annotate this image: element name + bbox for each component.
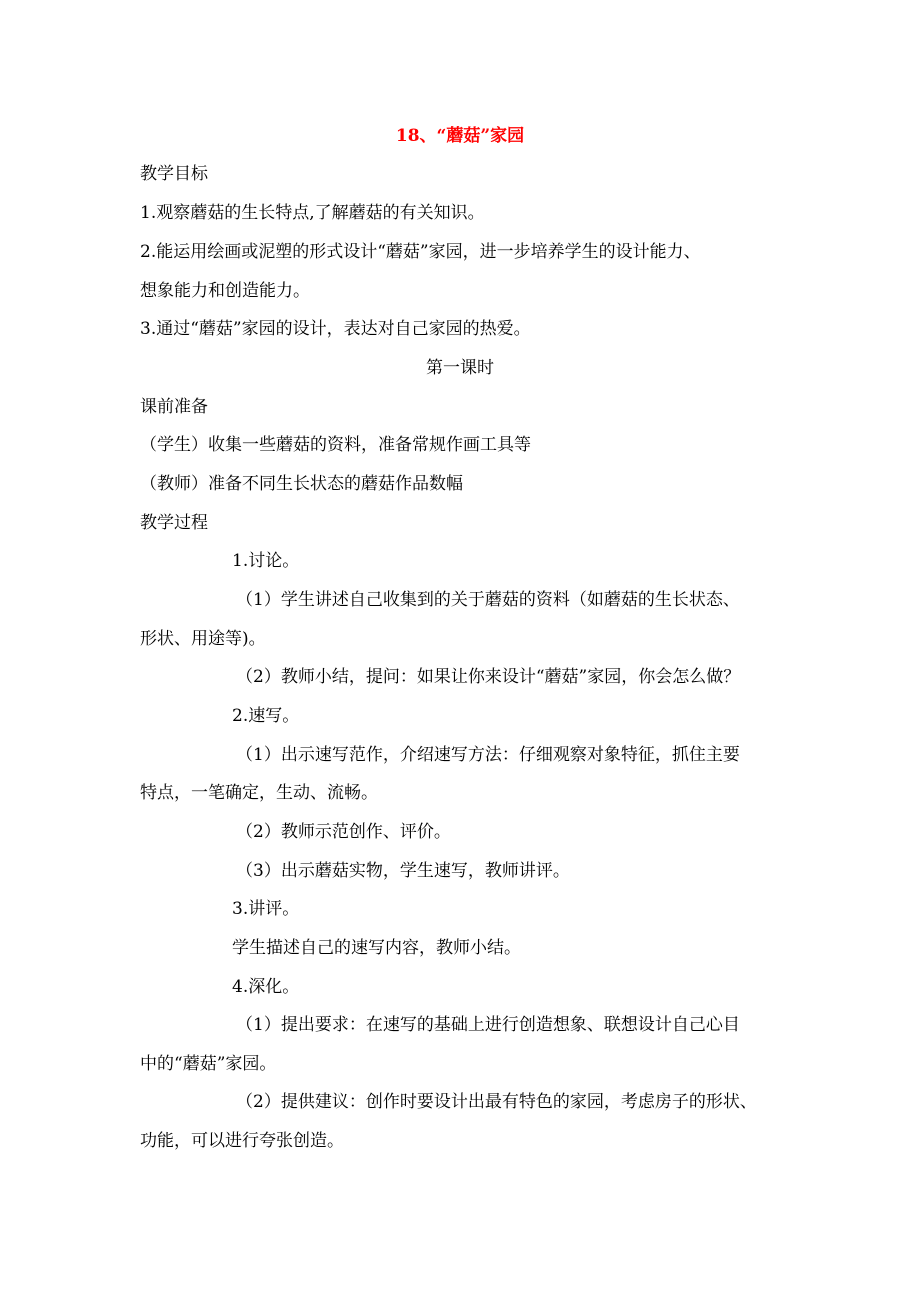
process-step-2-3: （3）出示蘑菇实物，学生速写，教师讲评。: [236, 861, 570, 881]
preparation-heading: 课前准备: [140, 397, 208, 417]
process-step-2-2: （2）教师示范创作、评价。: [236, 822, 451, 842]
process-step-4-2-line-2: 功能，可以进行夸张创造。: [140, 1131, 344, 1151]
process-step-4-1-line-2: 中的“蘑菇”家园。: [140, 1054, 277, 1074]
process-step-1-2: （2）教师小结，提问：如果让你来设计“蘑菇”家园，你会怎么做？: [236, 667, 741, 687]
process-step-1: 1.讨论。: [232, 551, 300, 571]
process-step-3-text: 学生描述自己的速写内容，教师小结。: [232, 938, 521, 958]
page-title: 18、“蘑菇”家园: [395, 126, 525, 146]
objective-item-2-line-2: 想象能力和创造能力。: [140, 281, 310, 301]
objective-item-1: 1.观察蘑菇的生长特点,了解蘑菇的有关知识。: [140, 203, 485, 223]
preparation-student: （学生）收集一些蘑菇的资料，准备常规作画工具等: [140, 435, 531, 455]
preparation-teacher: （教师）准备不同生长状态的蘑菇作品数幅: [140, 474, 463, 494]
process-step-1-1-line-2: 形状、用途等)。: [140, 629, 266, 649]
objective-item-2-line-1: 2.能运用绘画或泥塑的形式设计“蘑菇”家园，进一步培养学生的设计能力、: [140, 242, 701, 262]
process-step-4-1-line-1: （1）提出要求：在速写的基础上进行创造想象、联想设计自己心目: [236, 1015, 740, 1035]
process-step-2-1-line-2: 特点，一笔确定，生动、流畅。: [140, 783, 378, 803]
process-step-4-2-line-1: （2）提供建议：创作时要设计出最有特色的家园，考虑房子的形状、: [236, 1092, 757, 1112]
lesson-heading: 第一课时: [426, 358, 494, 378]
process-step-2: 2.速写。: [232, 706, 300, 726]
process-step-1-1-line-1: （1）学生讲述自己收集到的关于蘑菇的资料（如蘑菇的生长状态、: [236, 590, 740, 610]
process-step-3: 3.讲评。: [232, 899, 300, 919]
process-heading: 教学过程: [140, 513, 208, 533]
process-step-2-1-line-1: （1）出示速写范作，介绍速写方法：仔细观察对象特征，抓住主要: [236, 745, 740, 765]
process-step-4: 4.深化。: [232, 977, 300, 997]
objective-item-3: 3.通过“蘑菇”家园的设计，表达对自己家园的热爱。: [140, 319, 531, 339]
objectives-heading: 教学目标: [140, 164, 208, 184]
